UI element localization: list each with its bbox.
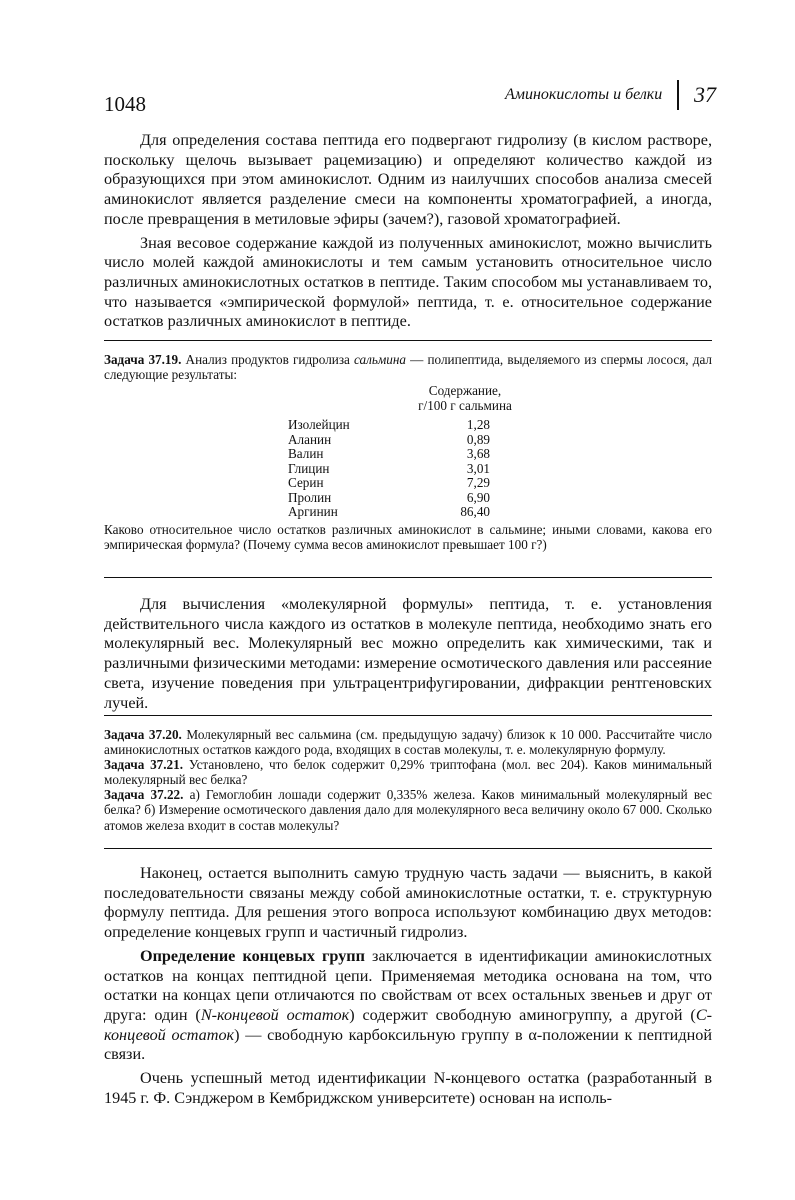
header-divider: [677, 80, 679, 110]
amino-acid-name: Пролин: [288, 489, 332, 505]
text-fragment: ) содержит свободную аминогруппу, а другой (: [349, 1005, 696, 1024]
task-37-22: [104, 787, 712, 832]
intro-text: [104, 131, 712, 332]
amino-acid-name: Серин: [288, 475, 324, 490]
column-header-line: Содержание,: [428, 383, 502, 398]
table-row: [288, 446, 528, 461]
text-fragment: заключается в идентификации аминокислотных остатков на концах пептидной цепи. Применяемая методика основана на том, что остатки на концах цепи отличаются по свойствам от всех остальных звеньев и друг от друга: один (: [104, 946, 713, 1024]
paragraph-empirical-formula: Зная весовое содержание каждой из полученных аминокислот, можно вычислить число молей каждой аминокислоты и тем самым установить относительное число различных аминокислотных остатков в пептиде. Таким способом мы устанавливаем то, что называется «эмпирической формулой» пептида, т. е. относительное содержание остатков различных аминокислот в пептиде.: [104, 233, 712, 331]
molecular-formula-text: [104, 595, 712, 713]
task-text: а) Гемоглобин лошади содержит 0,335% железа. Каков минимальный молекулярный вес белка? б) Измерение осмотического давления дало для молекулярного веса величину около 67 000. Сколько атомов железа входит в состав молекулы?: [104, 787, 713, 833]
amino-acid-name: Изолейцин: [288, 417, 350, 432]
task-37-20: [104, 727, 712, 757]
section-rule: [104, 715, 712, 716]
amino-acid-name: Валин: [288, 446, 324, 461]
running-title: Аминокислоты и белки: [505, 86, 663, 103]
paragraph-end-groups: [104, 947, 712, 1065]
amino-acid-value: 0,89: [466, 431, 490, 447]
task-label: Задача 37.21.: [104, 757, 184, 773]
term-c-terminal: С-концевой остаток: [104, 1005, 712, 1044]
task-label: Задача 37.20.: [104, 727, 182, 742]
chapter-number: 37: [694, 82, 716, 107]
section-rule: [104, 848, 712, 849]
tasks-block: [104, 727, 712, 833]
amino-acid-value: 86,40: [460, 504, 490, 519]
amino-acid-name: Аланин: [288, 431, 332, 447]
task-37-21: [104, 757, 712, 787]
paragraph-sequence: Наконец, остается выполнить самую трудную часть задачи — выяснить, в какой последовательности связаны между собой аминокислотные остатки, т. е. структурную формулу пептида. Для решения этого вопроса используют комбинацию двух методов: определение концевых групп и частичный гидролиз.: [104, 864, 712, 942]
task-text: Молекулярный вес сальмина (см. предыдущую задачу) близок к 10 000. Рассчитайте число аминокислотных остатков каждого рода, входящих в состав молекулы, т. е. молекулярную формулу.: [104, 727, 713, 758]
amino-acid-value: 3,68: [466, 446, 490, 461]
table-row: [288, 475, 528, 490]
amino-acid-value: 6,90: [466, 489, 490, 505]
paragraph-molecular-formula: Для вычисления «молекулярной формулы» пептида, т. е. установления действительного числа каждого из остатков в молекуле пептида, необходимо знать его молекулярный вес. Молекулярный вес можно определить как химическими, так и различными физическими методами: измерение осмотического давления или рассеяние света, изучение поведения при ультрацентрифугировании, дифракции рентгеновских лучей.: [104, 595, 712, 712]
task-37-19-question: [104, 522, 712, 552]
task-question: Каково относительное число остатков различных аминокислот в сальмине; иными словами, какова его эмпирическая формула? (Почему сумма весов аминокислот превышает 100 г?): [104, 522, 712, 553]
task-text: — полипептида, выделяемого из спермы лосося, дал следующие результаты:: [104, 352, 712, 383]
paragraph-hydrolysis: Для определения состава пептида его подвергают гидролизу (в кислом растворе, поскольку щелочь вызывает рацемизацию) и определяют количество каждой из образующихся при этом аминокислот. Одним из наилучших способов анализа смесей аминокислот является разделение смеси на компоненты хроматографией, а иногда, после превращения в метиловые эфиры (зачем?), газовой хроматографией.: [104, 131, 712, 228]
task-37-19-intro: [104, 352, 712, 382]
column-header-line: г/100 г сальмина: [418, 398, 512, 413]
task-label: Задача 37.19.: [104, 352, 182, 367]
section-rule: [104, 577, 712, 578]
term-n-terminal: N-концевой остаток: [200, 1005, 350, 1024]
amino-acid-value: 3,01: [466, 460, 490, 476]
section-rule: [104, 340, 712, 341]
paragraph-sanger-method: Очень успешный метод идентификации N-концевого остатка (разработанный в 1945 г. Ф. Сэнджером в Кембриджском университете) основан на исполь-: [104, 1069, 712, 1107]
table-row: [288, 461, 528, 476]
salmine-term: сальмина: [354, 352, 407, 367]
table-row: [288, 504, 528, 519]
table-row: [288, 432, 528, 447]
task-text: Установлено, что белок содержит 0,29% триптофана (мол. вес 204). Каков минимальный молекулярный вес белка?: [104, 757, 712, 788]
amino-acid-name: Глицин: [288, 460, 330, 476]
amino-acid-value: 7,29: [466, 475, 490, 490]
table-column-header: [380, 383, 550, 413]
page-number: 1048: [104, 92, 146, 116]
task-text: Анализ продуктов гидролиза: [185, 352, 350, 367]
term-end-group-determination: Определение концевых групп: [140, 946, 365, 965]
end-groups-text: [104, 864, 712, 1108]
table-row: [288, 490, 528, 505]
amino-acid-value: 1,28: [466, 417, 490, 432]
task-label: Задача 37.22.: [104, 787, 184, 803]
table-row: [288, 417, 528, 432]
amino-acid-name: Аргинин: [288, 504, 338, 519]
text-fragment: ) — свободную карбоксильную группу в α-положении к пептидной связи.: [104, 1025, 712, 1064]
